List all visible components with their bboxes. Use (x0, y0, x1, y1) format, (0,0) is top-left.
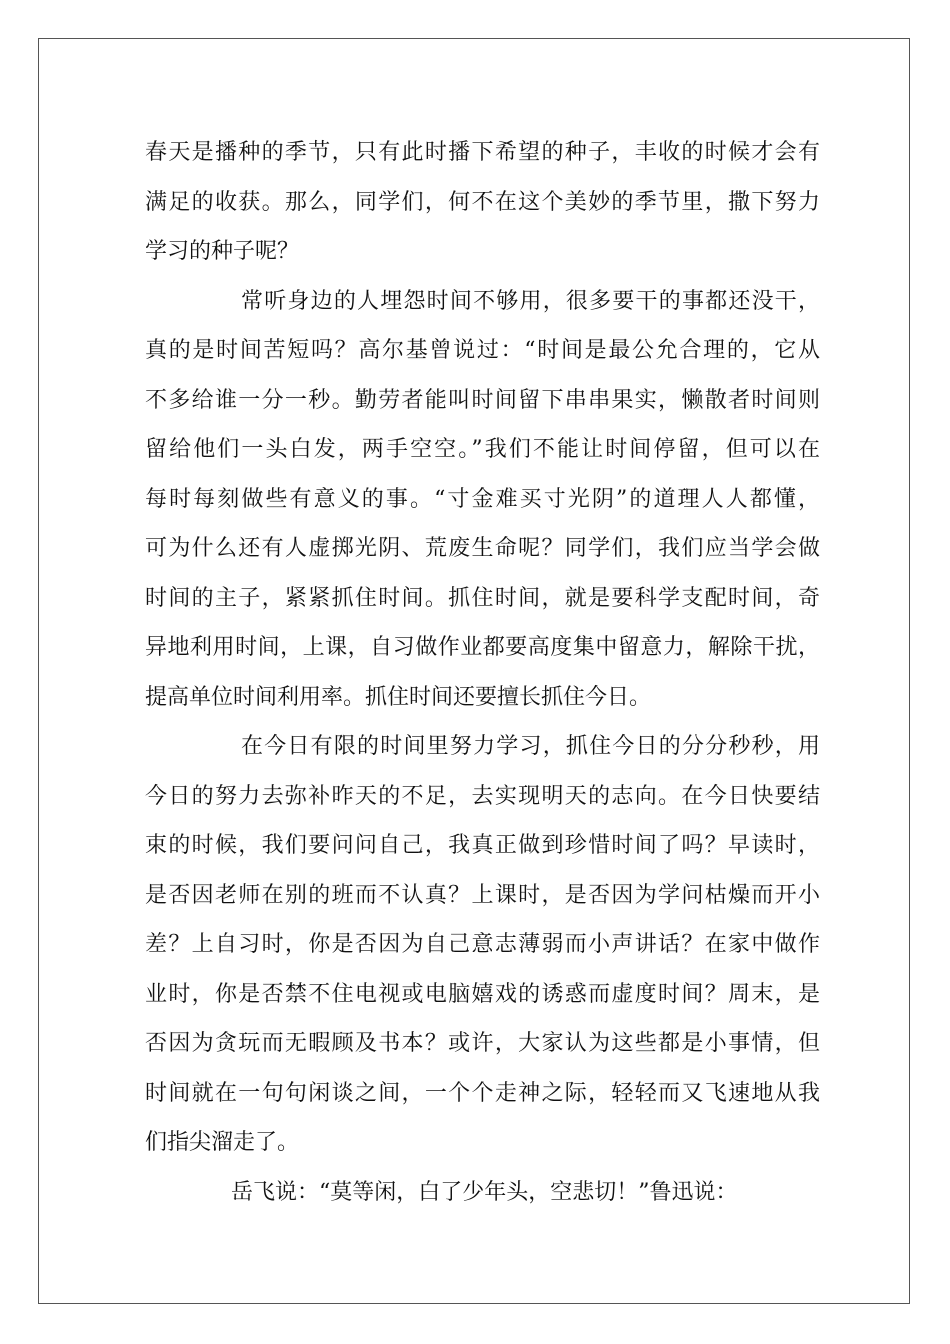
text-line: 业时，你是否禁不住电视或电脑嬉戏的诱惑而虚度时间？周末，是 (145, 981, 820, 1007)
text-line: 是否因老师在别的班而不认真？上课时，是否因为学问枯燥而开小 (145, 882, 820, 908)
text-line: 时间的主子，紧紧抓住时间。抓住时间，就是要科学支配时间，奇 (145, 585, 820, 611)
text-line: 每时每刻做些有意义的事。“寸金难买寸光阴”的道理人人都懂， (145, 486, 820, 512)
text-line: 们指尖溜走了。 (145, 1130, 300, 1155)
text-line: 今日的努力去弥补昨天的不足，去实现明天的志向。在今日快要结 (145, 783, 820, 809)
text-line: 异地利用时间，上课，自习做作业都要高度集中留意力，解除干扰， (145, 635, 820, 660)
text-line: 学习的种子呢？ (145, 239, 300, 264)
paragraph-4 (145, 1168, 820, 1218)
text-line: 留给他们一头白发，两手空空。”我们不能让时间停留，但可以在 (145, 437, 820, 462)
text-line: 束的时候，我们要问问自己，我真正做到珍惜时间了吗？早读时， (145, 833, 820, 858)
paragraph-1 (145, 128, 820, 277)
paragraph-3 (145, 722, 820, 1168)
text-line: 真的是时间苦短吗？高尔基曾说过：“时间是最公允合理的，它从 (145, 338, 820, 363)
text-line: 满足的收获。那么，同学们，何不在这个美妙的季节里，撒下努力 (145, 189, 820, 215)
text-line: 在今日有限的时间里努力学习，抓住今日的分分秒秒，用 (241, 734, 820, 759)
text-line: 春天是播种的季节，只有此时播下希望的种子，丰收的时候才会有 (145, 140, 820, 165)
text-line: 提高单位时间利用率。抓住时间还要擅长抓住今日。 (145, 684, 652, 710)
text-line: 否因为贪玩而无暇顾及书本？或许，大家认为这些都是小事情，但 (145, 1031, 820, 1056)
paragraph-2 (145, 277, 820, 723)
text-line: 可为什么还有人虚掷光阴、荒废生命呢？同学们，我们应当学会做 (145, 536, 820, 561)
text-line: 不多给谁一分一秒。勤劳者能叫时间留下串串果实，懒散者时间则 (145, 387, 820, 413)
text-line: 常听身边的人埋怨时间不够用，很多要干的事都还没干， (241, 288, 820, 314)
text-line: 差？上自习时，你是否因为自己意志薄弱而小声讲话？在家中做作 (145, 932, 820, 957)
document-body (145, 128, 820, 1217)
text-line: 岳飞说：“莫等闲，白了少年头，空悲切！”鲁迅说： (231, 1179, 738, 1205)
text-line: 时间就在一句句闲谈之间，一个个走神之际，轻轻而又飞速地从我 (145, 1080, 820, 1106)
